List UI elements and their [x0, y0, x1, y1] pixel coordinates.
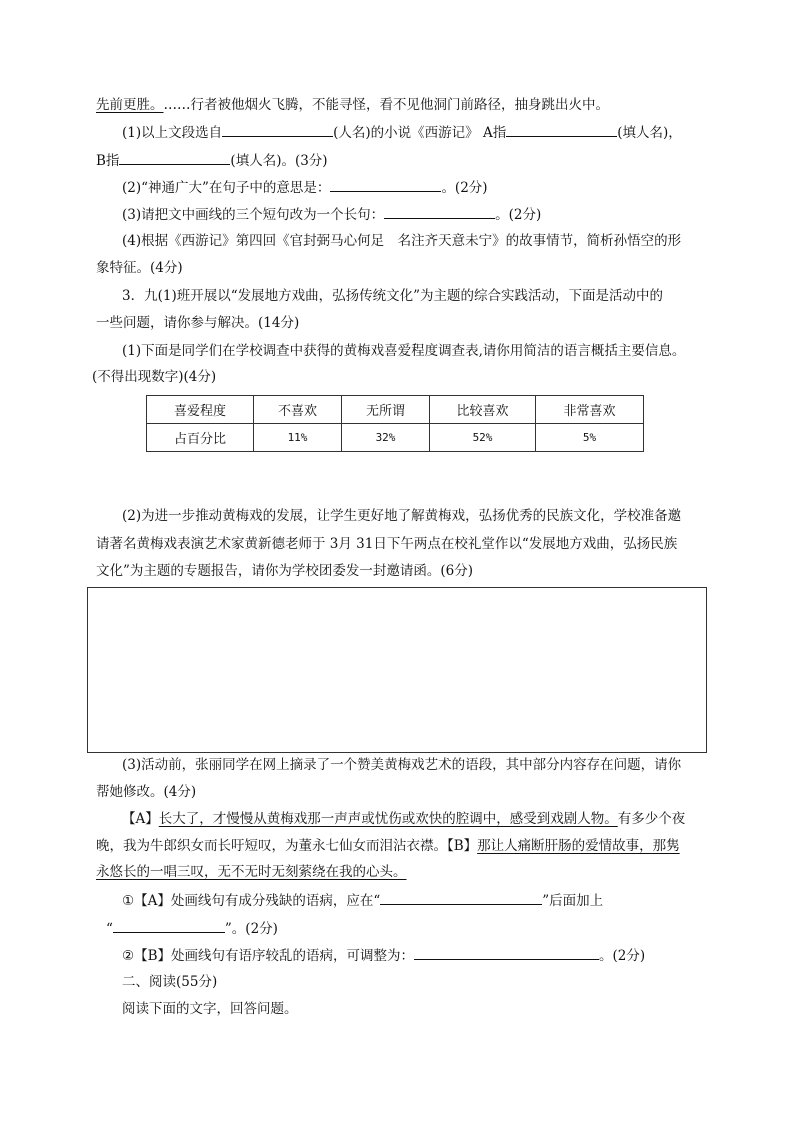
text: ……行者被他烟火飞腾，不能寻怪，看不见他洞门前路径，抽身跳出火中。 — [163, 97, 609, 113]
table-cell: 比较喜欢 — [430, 396, 536, 424]
passage-line-3 — [96, 862, 407, 882]
q3-1-cont: (不得出现数字)(4分) — [92, 369, 217, 385]
answer-blank-reorder[interactable] — [414, 945, 599, 960]
answer-blank-addition[interactable] — [113, 918, 225, 933]
text: ”后面加上 — [542, 893, 604, 909]
question-3: 3．九(1)班开展以“发展地方戏曲，弘扬传统文化”为主题的综合实践活动，下面是活动中的 — [122, 288, 664, 304]
answer-blank-meaning[interactable] — [330, 177, 441, 192]
table-cell: 11% — [254, 424, 342, 452]
q1-3 — [122, 204, 541, 225]
line-1 — [96, 95, 609, 115]
text: 有多少个夜 — [617, 811, 686, 827]
text: B指 — [96, 153, 120, 169]
passage-line-1 — [122, 809, 685, 829]
q3-3-cont: 帮她修改。(4分) — [96, 784, 197, 800]
table-cell: 占百分比 — [147, 424, 254, 452]
text: 。(2分) — [441, 180, 488, 196]
text: (人名)的小说《西游记》 A指 — [333, 125, 507, 141]
q3-3-a — [122, 890, 603, 911]
text: (填人名)。(3分) — [230, 153, 328, 169]
invitation-answer-box[interactable] — [87, 587, 707, 753]
table-cell: 非常喜欢 — [536, 396, 644, 424]
q3-3-b — [122, 945, 645, 966]
text: 。(2分) — [599, 948, 646, 964]
underlined-text: 先前更胜。 — [96, 97, 164, 113]
answer-blank-a[interactable] — [506, 122, 617, 137]
q1-4-cont: 象特征。(4分) — [96, 260, 183, 276]
section-reading: 二、阅读(55分) — [122, 974, 218, 990]
q1-4: (4)根据《西游记》第四回《官封弼马心何足 名注齐天意未宁》的故事情节，简析孙悟空的形 — [122, 233, 682, 249]
q3-3: (3)活动前，张丽同学在网上摘录了一个赞美黄梅戏艺术的语段，其中部分内容存在问题，请你 — [122, 757, 682, 773]
q1-2 — [122, 177, 488, 198]
q3-1: (1)下面是同学们在学校调查中获得的黄梅戏喜爱程度调查表,请你用简洁的语言概括主要信息。 — [122, 343, 686, 359]
text: ②【B】处画线句有语序较乱的语病，可调整为： — [122, 948, 415, 964]
answer-blank-long-sentence[interactable] — [384, 204, 495, 219]
table-cell: 不喜欢 — [254, 396, 342, 424]
survey-table — [146, 395, 644, 452]
reading-instruction: 阅读下面的文字，回答问题。 — [122, 1001, 298, 1017]
q3-2-cont-1: 请著名黄梅戏表演艺术家黄新德老师于 3月 31日下午两点在校礼堂作以“发展地方戏曲，弘扬民族 — [96, 536, 678, 552]
q1-1-cont — [96, 150, 328, 171]
table-cell: 5% — [536, 424, 644, 452]
table-cell: 32% — [342, 424, 430, 452]
text: “ — [106, 921, 113, 937]
table-cell: 无所谓 — [342, 396, 430, 424]
text: (2)“神通广大”在句子中的意思是： — [122, 180, 331, 196]
q3-3-a-cont — [106, 918, 278, 939]
answer-blank-author[interactable] — [222, 122, 333, 137]
question-3-cont: 一些问题，请你参与解决。(14分) — [96, 315, 300, 331]
text: ①【A】处画线句有成分残缺的语病，应在“ — [122, 893, 381, 909]
q3-2-cont-2: 文化”为主题的专题报告，请你为学校团委发一封邀请函。(6分) — [96, 563, 474, 579]
answer-blank-b[interactable] — [119, 150, 230, 165]
underlined-sentence-b: 那让人痛断肝肠的爱情故事，那隽 — [477, 838, 680, 854]
table-header-row — [147, 396, 644, 424]
text: (3)请把文中画线的三个短句改为一个长句： — [122, 207, 385, 223]
table-row — [147, 424, 644, 452]
underlined-sentence-a: 长大了，才慢慢从黄梅戏那一声声或忧伤或欢快的腔调中，感受到戏剧人物。 — [158, 811, 618, 827]
text: 晚，我为牛郎织女而长吁短叹，为董永七仙女而泪沾衣襟。【B】 — [96, 838, 478, 854]
text: ”。(2分) — [224, 921, 278, 937]
q3-2: (2)为进一步推动黄梅戏的发展，让学生更好地了解黄梅戏，弘扬优秀的民族文化，学校准备邀 — [122, 508, 682, 524]
answer-blank-position[interactable] — [380, 890, 542, 905]
marker-a: 【A】 — [122, 811, 159, 827]
text: 。(2分) — [495, 207, 542, 223]
table-cell: 52% — [430, 424, 536, 452]
text: (1)以上文段选自 — [122, 125, 223, 141]
q1-1 — [122, 122, 682, 143]
table-cell: 喜爱程度 — [147, 396, 254, 424]
passage-line-2 — [96, 836, 680, 856]
underlined-sentence-b-cont: 永悠长的一唱三叹，无不无时无刻萦绕在我的心头。 — [96, 864, 407, 880]
text: (填人名)， — [617, 125, 682, 141]
